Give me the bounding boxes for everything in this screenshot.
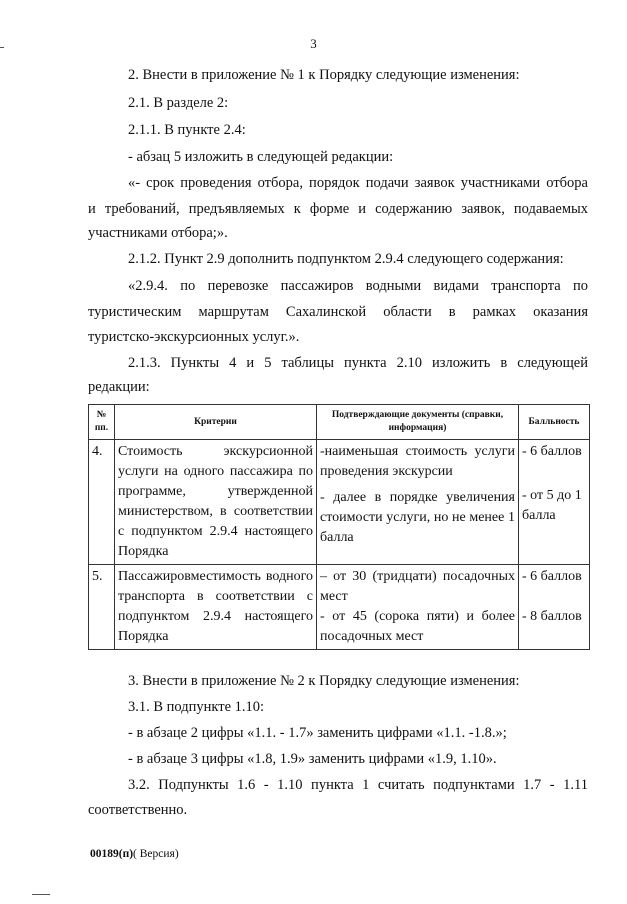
quote-line-2: и требований, предъявляемых к форме и содержанию заявок, подаваемых xyxy=(88,201,588,217)
paragraph-2-1: 2.1. В разделе 2: xyxy=(128,95,229,111)
document-code: 00189(п) xyxy=(90,848,134,860)
footer-code xyxy=(90,848,179,860)
row-documents xyxy=(317,440,519,565)
paragraph-2-1-3-line-1: 2.1.3. Пункты 4 и 5 таблицы пункта 2.10 изложить в следующей xyxy=(128,355,588,371)
table-row xyxy=(89,440,590,565)
score-item: - 6 баллов xyxy=(522,444,582,459)
paragraph-abzac-3: - в абзаце 3 цифры «1.8, 1.9» заменить цифрами «1.9, 1.10». xyxy=(128,751,497,767)
header-criteria: Критерии xyxy=(115,405,317,440)
scan-mark-bottom-left xyxy=(32,894,50,895)
header-documents: Подтверждающие документы (справки, информация) xyxy=(317,405,519,440)
score-item: - 6 баллов xyxy=(522,569,582,584)
doc-item: -наименьшая стоимость услуги проведения экскурсии xyxy=(320,444,515,479)
document-version: ( Версия) xyxy=(133,848,179,860)
header-num: № пп. xyxy=(89,405,115,440)
row-criteria: Стоимость экскурсионной услуги на одного пассажира по программе, утвержденной министерством, в соответствии с подпунктом 2.9.4 настоящего Порядка xyxy=(115,440,317,565)
row-score xyxy=(519,440,590,565)
row-documents xyxy=(317,565,519,650)
criteria-table xyxy=(88,404,590,650)
row-num: 4. xyxy=(89,440,115,565)
paragraph-3-2-line-2: соответственно. xyxy=(88,802,188,818)
paragraph-2-1-2: 2.1.2. Пункт 2.9 дополнить подпунктом 2.9.4 следующего содержания: xyxy=(128,251,564,267)
doc-item: - от 45 (сорока пяти) и более посадочных мест xyxy=(320,609,515,644)
quote-2-9-4-line-1: «2.9.4. по перевозке пассажиров водными видами транспорта по xyxy=(128,278,588,294)
paragraph-2: 2. Внести в приложение № 1 к Порядку следующие изменения: xyxy=(128,67,520,83)
quote-2-9-4-line-3: туристско-экскурсионных услуг.». xyxy=(88,329,300,345)
row-criteria: Пассажировместимость водного транспорта в соответствии с подпунктом 2.9.4 настоящего Порядка xyxy=(115,565,317,650)
paragraph-3: 3. Внести в приложение № 2 к Порядку следующие изменения: xyxy=(128,673,520,689)
paragraph-3-2-line-1: 3.2. Подпункты 1.6 - 1.10 пункта 1 считать подпунктами 1.7 - 1.11 xyxy=(128,777,588,793)
scan-mark-top-left xyxy=(0,47,4,48)
page-number: 3 xyxy=(310,36,317,51)
score-item: - от 5 до 1 балла xyxy=(522,488,582,523)
doc-item: – от 30 (тридцати) посадочных мест xyxy=(320,569,515,604)
paragraph-abzac-5: - абзац 5 изложить в следующей редакции: xyxy=(128,149,394,165)
paragraph-2-1-1: 2.1.1. В пункте 2.4: xyxy=(128,122,246,138)
table-row xyxy=(89,565,590,650)
paragraph-3-1: 3.1. В подпункте 1.10: xyxy=(128,699,265,715)
table-header-row xyxy=(89,405,590,440)
quote-line-1: «- срок проведения отбора, порядок подачи заявок участниками отбора xyxy=(128,175,588,191)
doc-item: - далее в порядке увеличения стоимости услуги, но не менее 1 балла xyxy=(320,490,515,545)
paragraph-abzac-2: - в абзаце 2 цифры «1.1. - 1.7» заменить цифрами «1.1. -1.8.»; xyxy=(128,725,507,741)
quote-line-3: участниками отбора;». xyxy=(88,225,228,241)
quote-2-9-4-line-2: туристическим маршрутам Сахалинской области в рамках оказания xyxy=(88,304,588,320)
row-num: 5. xyxy=(89,565,115,650)
header-score: Балльность xyxy=(519,405,590,440)
score-item: - 8 баллов xyxy=(522,609,582,624)
paragraph-2-1-3-line-2: редакции: xyxy=(88,379,150,395)
row-score xyxy=(519,565,590,650)
